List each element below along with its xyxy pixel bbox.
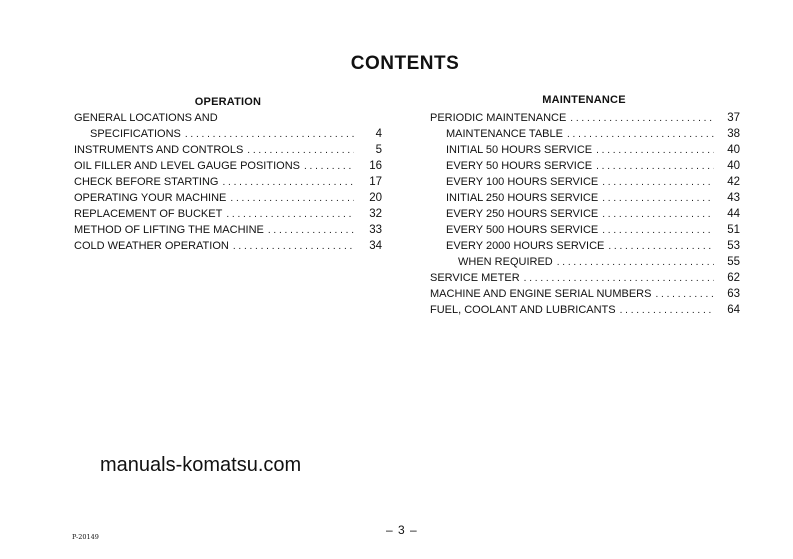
toc-entry-label: INSTRUMENTS AND CONTROLS <box>74 144 244 156</box>
toc-entry-label: EVERY 500 HOURS SERVICE <box>446 224 599 236</box>
toc-leader-dots <box>268 223 354 239</box>
toc-entry-page: 34 <box>369 240 382 252</box>
toc-leader-dots <box>602 175 714 191</box>
toc-entry[interactable] <box>430 174 740 190</box>
toc-entry[interactable] <box>430 110 740 126</box>
toc-entry[interactable] <box>430 286 740 302</box>
toc-entry[interactable] <box>74 142 382 158</box>
toc-entry[interactable] <box>74 110 382 126</box>
toc-entry[interactable] <box>430 238 740 254</box>
toc-leader-dots <box>570 111 714 127</box>
toc-entry-label: REPLACEMENT OF BUCKET <box>74 208 223 220</box>
toc-entry-page: 63 <box>727 288 740 300</box>
toc-entry[interactable] <box>430 158 740 174</box>
toc-entry-label: OIL FILLER AND LEVEL GAUGE POSITIONS <box>74 160 300 172</box>
toc-leader-dots <box>596 143 714 159</box>
toc-entry-label: CHECK BEFORE STARTING <box>74 176 219 188</box>
toc-leader-dots <box>557 255 714 271</box>
toc-leader-dots <box>602 191 714 207</box>
toc-entry-label: GENERAL LOCATIONS AND <box>74 112 218 124</box>
toc-entry[interactable] <box>74 222 382 238</box>
toc-leader-dots <box>620 303 714 319</box>
document-code: P-20149 <box>72 533 99 541</box>
toc-leader-dots <box>524 271 714 287</box>
toc-entry[interactable] <box>74 190 382 206</box>
page-title: CONTENTS <box>350 53 460 74</box>
toc-entry[interactable] <box>74 238 382 254</box>
toc-entry-page: 53 <box>727 240 740 252</box>
toc-entry-page: 55 <box>727 256 740 268</box>
page-number: – 3 – <box>386 523 418 537</box>
toc-entry[interactable] <box>430 206 740 222</box>
toc-entry[interactable] <box>430 142 740 158</box>
toc-entry-label: FUEL, COOLANT AND LUBRICANTS <box>430 304 616 316</box>
toc-entry-label: INITIAL 50 HOURS SERVICE <box>446 144 593 156</box>
toc-entry[interactable] <box>430 222 740 238</box>
toc-leader-dots <box>608 239 714 255</box>
toc-entry-page: 62 <box>727 272 740 284</box>
toc-leader-dots <box>185 127 354 143</box>
maintenance-heading: MAINTENANCE <box>542 94 626 106</box>
toc-entry[interactable] <box>74 126 382 142</box>
toc-leader-dots <box>226 207 354 223</box>
toc-leader-dots <box>304 159 354 175</box>
toc-entry-page: 20 <box>369 192 382 204</box>
toc-entry-label: EVERY 100 HOURS SERVICE <box>446 176 599 188</box>
toc-entry-label: EVERY 50 HOURS SERVICE <box>446 160 593 172</box>
toc-entry-page: 32 <box>369 208 382 220</box>
toc-entry-label: WHEN REQUIRED <box>458 256 553 268</box>
toc-entry-label: COLD WEATHER OPERATION <box>74 240 229 252</box>
toc-entry-page: 17 <box>369 176 382 188</box>
toc-entry[interactable] <box>430 270 740 286</box>
toc-entry-page: 43 <box>727 192 740 204</box>
toc-entry-page: 64 <box>727 304 740 316</box>
toc-leader-dots <box>222 175 354 191</box>
toc-entry-page: 51 <box>727 224 740 236</box>
toc-entry[interactable] <box>430 302 740 318</box>
toc-entry[interactable] <box>74 158 382 174</box>
toc-entry-label: EVERY 250 HOURS SERVICE <box>446 208 599 220</box>
toc-leader-dots <box>596 159 714 175</box>
toc-entry-page: 16 <box>369 160 382 172</box>
toc-entry-label: SPECIFICATIONS <box>90 128 181 140</box>
toc-entry-label: PERIODIC MAINTENANCE <box>430 112 567 124</box>
watermark-text: manuals-komatsu.com <box>100 454 302 476</box>
toc-entry[interactable] <box>430 190 740 206</box>
operation-contents-list <box>74 110 382 254</box>
toc-entry-label: SERVICE METER <box>430 272 520 284</box>
toc-entry[interactable] <box>74 206 382 222</box>
toc-entry-page: 33 <box>369 224 382 236</box>
maintenance-contents-list <box>430 110 740 318</box>
toc-entry[interactable] <box>430 126 740 142</box>
toc-entry-page: 40 <box>727 144 740 156</box>
toc-entry[interactable] <box>74 174 382 190</box>
toc-entry-label: INITIAL 250 HOURS SERVICE <box>446 192 599 204</box>
toc-entry-page: 44 <box>727 208 740 220</box>
operation-heading: OPERATION <box>194 96 262 108</box>
toc-entry-page: 5 <box>375 144 382 156</box>
toc-entry-label: MAINTENANCE TABLE <box>446 128 563 140</box>
toc-entry-page: 4 <box>375 128 382 140</box>
toc-entry-label: OPERATING YOUR MACHINE <box>74 192 227 204</box>
toc-leader-dots <box>602 223 714 239</box>
toc-leader-dots <box>602 207 714 223</box>
toc-entry-label: MACHINE AND ENGINE SERIAL NUMBERS <box>430 288 652 300</box>
toc-leader-dots <box>233 239 354 255</box>
toc-entry-page: 42 <box>727 176 740 188</box>
toc-entry-label: EVERY 2000 HOURS SERVICE <box>446 240 605 252</box>
toc-leader-dots <box>655 287 714 303</box>
toc-entry-page: 38 <box>727 128 740 140</box>
toc-leader-dots <box>247 143 354 159</box>
toc-leader-dots <box>230 191 354 207</box>
toc-entry-page: 40 <box>727 160 740 172</box>
toc-entry-page: 37 <box>727 112 740 124</box>
toc-entry[interactable] <box>430 254 740 270</box>
toc-leader-dots <box>567 127 714 143</box>
toc-entry-label: METHOD OF LIFTING THE MACHINE <box>74 224 264 236</box>
